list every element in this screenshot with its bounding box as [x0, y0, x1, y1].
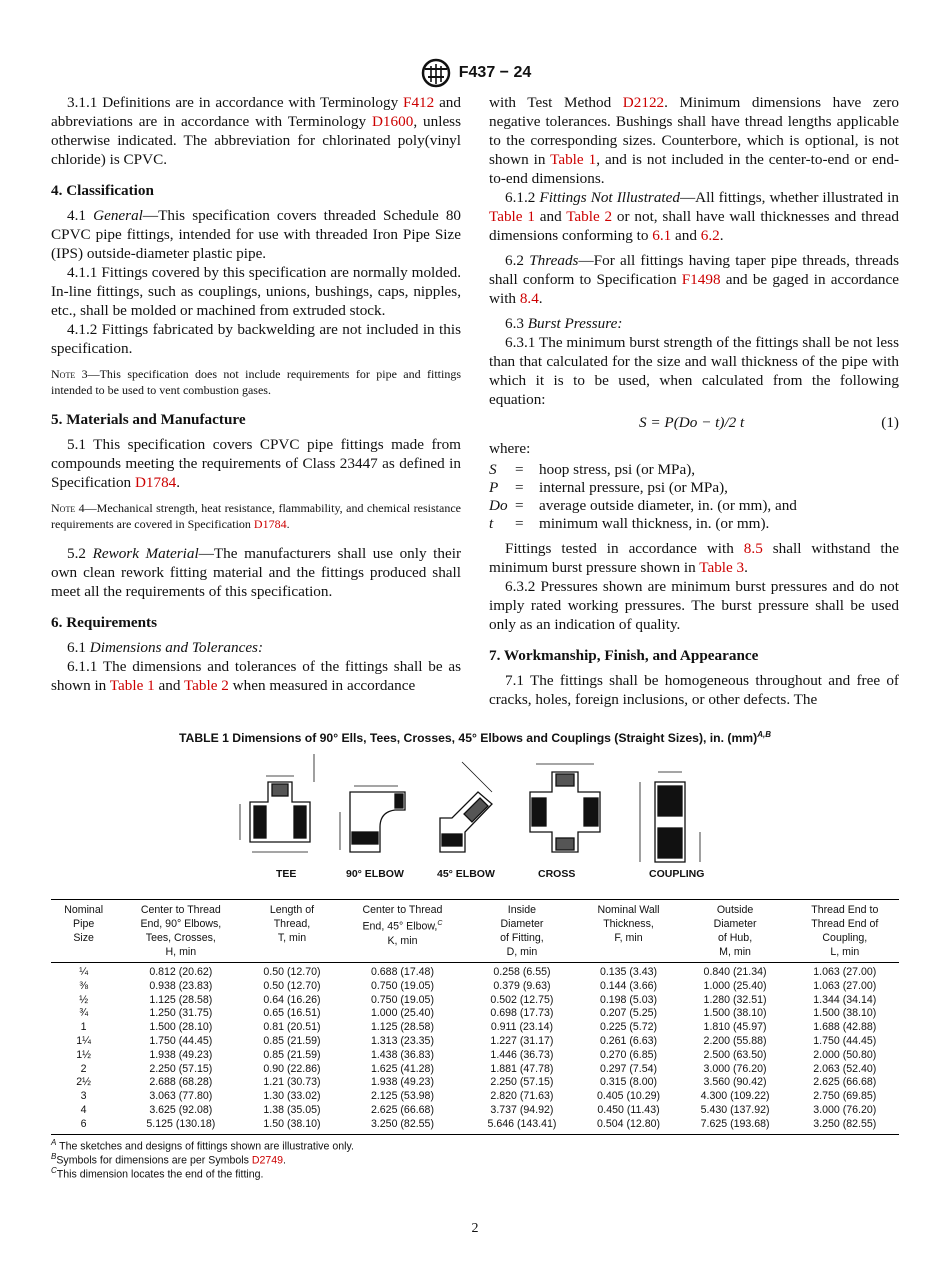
- figure-label-coupling: COUPLING: [649, 868, 705, 880]
- link-8-5[interactable]: 8.5: [743, 540, 763, 557]
- table-cell: 2.000 (50.80): [813, 1048, 877, 1061]
- table-cell: 0.85 (21.59): [263, 1048, 321, 1061]
- table-cell: 2: [80, 1062, 87, 1075]
- tee-sketch: [240, 754, 314, 852]
- table-cell: 1.500 (38.10): [703, 1007, 767, 1020]
- link-table-1c[interactable]: Table 1: [489, 208, 535, 225]
- table-header-row: [51, 900, 899, 963]
- table-row: [51, 1035, 899, 1049]
- left-column: [51, 93, 461, 695]
- table-cell: 4: [80, 1103, 87, 1116]
- note-4: Note 4—Mechanical strength, heat resistance, flammability, and chemical resistance requirements are covered in Specification D1784.: [51, 501, 461, 531]
- table-cell: 3.000 (76.20): [813, 1103, 877, 1116]
- table-cell: 1.625 (41.28): [370, 1062, 434, 1075]
- table-cell: 0.258 (6.55): [493, 966, 551, 978]
- table-cell: 0.81 (20.51): [263, 1021, 321, 1034]
- paragraph-3-1-1: 3.1.1 Definitions are in accordance with Terminology F412 and abbreviations are in accordance with Terminology D1600, unless otherwise indicated. The abbreviation for chlorinated poly(vinyl chloride) is CPVC.: [51, 94, 462, 168]
- table-row: [51, 1118, 899, 1134]
- paragraph-6-1-1: 6.1.1 The dimensions and tolerances of the fittings shall be as shown in Table 1 and Table 2 when measured in accordance: [51, 658, 461, 694]
- table-cell: 0.698 (17.73): [490, 1007, 554, 1020]
- table-row: [51, 980, 899, 994]
- paragraph-6-1-1-cont: with Test Method D2122. Minimum dimensions have zero negative tolerances. Bushings shall have thread lengths applicable to the corresponding sizes. Counterbore, which is optional, is not shown in Table 1, and is not included in the center-to-end or end-to-end dimensions.: [489, 94, 899, 187]
- table-cell: 0.297 (7.54): [599, 1062, 658, 1075]
- table-cell: 3.063 (77.80): [149, 1090, 213, 1103]
- table-cell: 1.30 (33.02): [263, 1090, 321, 1103]
- link-table-1b[interactable]: Table 1: [550, 151, 597, 168]
- paragraph-5-1: 5.1 This specification covers CPVC pipe fittings made from compounds meeting the requirements of Class 23447 as defined in Specification D1784.: [51, 436, 461, 491]
- table-row: [51, 1104, 899, 1118]
- link-d1784[interactable]: D1784: [134, 474, 177, 491]
- page-number: 2: [471, 1221, 479, 1236]
- table-cell: 1: [80, 1021, 87, 1034]
- definition-row: t = minimum wall thickness, in. (or mm).: [489, 515, 770, 532]
- link-d2122[interactable]: D2122: [622, 94, 665, 111]
- table-cell: 5.430 (137.92): [700, 1103, 770, 1116]
- table-cell: 0.315 (8.00): [599, 1076, 658, 1089]
- table-cell: 1.810 (45.97): [703, 1021, 767, 1034]
- footnote-b: $^B$Symbols for dimensions are per Symbols D2749.: [51, 1152, 286, 1167]
- elbow-45-sketch: [440, 762, 492, 852]
- table-cell: 1.125 (28.58): [370, 1021, 434, 1034]
- table-cell: 1.125 (28.58): [149, 993, 213, 1006]
- table-cell: 0.207 (5.25): [599, 1007, 658, 1020]
- table-cell: 2.250 (57.15): [149, 1062, 213, 1075]
- table-cell: 1½: [76, 1048, 91, 1061]
- table-cell: 0.225 (5.72): [599, 1021, 658, 1034]
- coupling-sketch: [640, 772, 700, 862]
- table-row: [51, 994, 899, 1008]
- table-row: [51, 1021, 899, 1035]
- figure-label-elbow-90: 90° ELBOW: [346, 868, 404, 880]
- table-cell: 0.261 (6.63): [599, 1034, 658, 1047]
- table-cell: 3.560 (90.42): [703, 1076, 767, 1089]
- link-table-1[interactable]: Table 1: [109, 677, 155, 694]
- table-cell: 0.270 (6.85): [599, 1048, 658, 1061]
- table-cell: 1.063 (27.00): [813, 979, 877, 992]
- table-cell: 0.688 (17.48): [370, 966, 434, 978]
- col-nominal-size: Nominal Pipe Size: [51, 900, 116, 963]
- page-header: [0, 58, 950, 88]
- paragraph-6-3-1: 6.3.1 The minimum burst strength of the fittings shall be not less than that calculated for the size and wall thickness of the pipe with which it is to be used, when calculated from the following equation:: [489, 334, 899, 408]
- table-cell: 0.504 (12.80): [577, 1118, 679, 1134]
- col-h: Center to Thread End, 90° Elbows, Tees, Crosses, H, min: [116, 900, 245, 963]
- table-cell: 0.750 (19.05): [370, 993, 434, 1006]
- table-cell: 2.820 (71.63): [490, 1090, 554, 1103]
- table-cell: 0.750 (19.05): [370, 979, 434, 992]
- table-cell: 2.625 (66.68): [813, 1076, 877, 1089]
- table-cell: 3.000 (76.20): [703, 1062, 767, 1075]
- table-cell: 0.938 (23.83): [149, 979, 213, 992]
- table-cell: 1.000 (25.40): [370, 1007, 434, 1020]
- right-column: [489, 93, 899, 709]
- dimensions-table: [51, 899, 899, 1135]
- link-6-1[interactable]: 6.1: [652, 227, 672, 244]
- table-cell: 0.50 (12.70): [263, 979, 321, 992]
- col-l: Thread End to Thread End of Coupling, L, min: [791, 900, 899, 963]
- equation-number: (1): [881, 414, 899, 431]
- table-cell: 3.625 (92.08): [149, 1103, 213, 1116]
- figure-label-tee: TEE: [276, 868, 297, 880]
- table-cell: 0.911 (23.14): [490, 1021, 554, 1034]
- equation-1: [489, 409, 899, 439]
- table-cell: 7.625 (193.68): [680, 1118, 791, 1134]
- table-cell: 0.812 (20.62): [149, 966, 213, 978]
- table-row: [51, 1007, 899, 1021]
- table-cell: 2.125 (53.98): [370, 1090, 434, 1103]
- elbow-90-sketch: [340, 786, 405, 852]
- section-6-heading: 6. Requirements: [51, 614, 158, 631]
- link-d1784-note[interactable]: D1784: [253, 517, 287, 531]
- symbol-definitions: [489, 461, 899, 533]
- paragraph-4-1-2: 4.1.2 Fittings fabricated by backwelding are not included in this specification.: [51, 321, 461, 357]
- table-cell: 2.200 (55.88): [703, 1034, 767, 1047]
- definition-row: Do = average outside diameter, in. (or mm), and: [489, 497, 797, 514]
- table-cell: 1.280 (32.51): [703, 993, 767, 1006]
- table-cell: 0.379 (9.63): [493, 979, 551, 992]
- table-cell: 2½: [76, 1076, 91, 1089]
- table-row: [51, 1049, 899, 1063]
- table-row: [51, 1076, 899, 1090]
- table-cell: 1.50 (38.10): [245, 1118, 338, 1134]
- table-cell: 0.144 (3.66): [599, 979, 658, 992]
- col-k: Center to Thread End, 45° Elbow,$^C$ K, min: [339, 900, 467, 963]
- figure-label-cross: CROSS: [538, 868, 576, 880]
- table-cell: 1.438 (36.83): [370, 1048, 434, 1061]
- table-cell: 1.227 (31.17): [490, 1034, 554, 1047]
- table-cell: 1.344 (34.14): [813, 993, 877, 1006]
- table-cell: ¼: [79, 966, 89, 978]
- table-cell: ¾: [79, 1007, 89, 1020]
- paragraph-6-2: 6.2 Threads—For all fittings having taper pipe threads, threads shall conform to Specification F1498 and be gaged in accordance with 8.4.: [489, 252, 900, 307]
- table-cell: 0.840 (21.34): [703, 966, 767, 978]
- table-cell: 1.21 (30.73): [263, 1076, 321, 1089]
- table-row: [51, 963, 899, 980]
- table-cell: 1.446 (36.73): [490, 1048, 554, 1061]
- paragraph-6-1: 6.1 Dimensions and Tolerances:: [67, 639, 264, 656]
- table-cell: 1.938 (49.23): [149, 1048, 213, 1061]
- table-cell: 1¼: [76, 1034, 91, 1047]
- table-cell: 1.063 (27.00): [813, 966, 877, 978]
- table-cell: 1.313 (23.35): [370, 1034, 434, 1047]
- cross-sketch: [530, 764, 600, 852]
- definition-row: S = hoop stress, psi (or MPa),: [489, 461, 696, 478]
- table-cell: 0.65 (16.51): [263, 1007, 321, 1020]
- table-cell: 0.90 (22.86): [263, 1062, 321, 1075]
- figure-label-elbow-45: 45° ELBOW: [437, 868, 495, 880]
- link-8-4[interactable]: 8.4: [519, 290, 539, 307]
- fitting-sketches: [230, 752, 720, 884]
- table-cell: 3.250 (82.55): [339, 1118, 467, 1134]
- footnote-c: $^C$This dimension locates the end of the fitting.: [51, 1166, 264, 1181]
- paragraph-6-3: 6.3 Burst Pressure:: [505, 315, 623, 332]
- table-body: [51, 963, 899, 1135]
- table-cell: 2.500 (63.50): [703, 1048, 767, 1061]
- note-3: Note 3—This specification does not include requirements for pipe and fittings intended to be used to vent combustion gases.: [51, 367, 461, 397]
- table-cell: 6: [51, 1118, 116, 1134]
- table-cell: 1.38 (35.05): [263, 1103, 321, 1116]
- table-cell: 2.625 (66.68): [370, 1103, 434, 1116]
- table-cell: 3: [80, 1090, 87, 1103]
- paragraph-5-2: 5.2 Rework Material—The manufacturers shall use only their own clean rework fitting material and the fittings produced shall meet all the requirements of this specification.: [51, 545, 461, 600]
- section-5-heading: 5. Materials and Manufacture: [51, 411, 246, 428]
- section-4-heading: 4. Classification: [51, 182, 154, 199]
- table-cell: 1.500 (28.10): [149, 1021, 213, 1034]
- table-1-caption: TABLE 1 Dimensions of 90° Ells, Tees, Crosses, 45° Elbows and Couplings (Straight Sizes), in. (mm)$^{A,B}$: [179, 730, 771, 746]
- paragraph-6-1-2: 6.1.2 Fittings Not Illustrated—All fittings, whether illustrated in Table 1 and Table 2 or not, shall have wall thicknesses and thread dimensions conforming to 6.1 and 6.2.: [489, 189, 900, 244]
- link-d1600[interactable]: D1600: [371, 113, 414, 130]
- table-cell: 0.450 (11.43): [597, 1103, 660, 1116]
- paragraph-6-3-2: 6.3.2 Pressures shown are minimum burst pressures and do not imply rated working pressures. The burst pressure shall be used only as an indication of quality.: [489, 578, 899, 633]
- table-cell: 0.502 (12.75): [490, 993, 554, 1006]
- table-cell: ½: [79, 993, 89, 1006]
- table-cell: 5.125 (130.18): [116, 1118, 245, 1134]
- link-f1498[interactable]: F1498: [681, 271, 721, 288]
- link-d2749[interactable]: D2749: [251, 1154, 284, 1167]
- paragraph-6-3-1-cont: Fittings tested in accordance with 8.5 shall withstand the minimum burst pressure shown in Table 3.: [489, 540, 899, 576]
- table-cell: 2.688 (68.28): [149, 1076, 213, 1089]
- link-table-3[interactable]: Table 3: [699, 559, 745, 576]
- table-cell: 5.646 (143.41): [466, 1118, 577, 1134]
- link-table-2[interactable]: Table 2: [183, 677, 229, 694]
- table-cell: 0.135 (3.43): [599, 966, 658, 978]
- table-cell: 1.000 (25.40): [703, 979, 767, 992]
- paragraph-4-1-1: 4.1.1 Fittings covered by this specification are normally molded. In-line fittings, such as couplings, unions, bushings, caps, nipples, etc., shall be molded or machined from extruded stock.: [51, 264, 461, 319]
- table-cell: 2.250 (57.15): [490, 1076, 554, 1089]
- paragraph-4-1: 4.1 General—This specification covers threaded Schedule 80 CPVC pipe fittings, intended for use with threaded Iron Pipe Size (IPS) outside-diameter plastic pipe.: [51, 207, 462, 262]
- table-cell: 0.85 (21.59): [263, 1034, 321, 1047]
- link-table-2b[interactable]: Table 2: [566, 208, 613, 225]
- link-6-2[interactable]: 6.2: [700, 227, 720, 244]
- table-row: [51, 1063, 899, 1077]
- table-cell: 3.737 (94.92): [490, 1103, 554, 1116]
- col-t: Length of Thread, T, min: [245, 900, 338, 963]
- table-cell: 0.50 (12.70): [263, 966, 321, 978]
- table-cell: 2.750 (69.85): [813, 1090, 877, 1103]
- table-cell: 0.64 (16.26): [263, 993, 321, 1006]
- definition-row: P = internal pressure, psi (or MPa),: [489, 479, 728, 496]
- table-cell: 1.881 (47.78): [490, 1062, 554, 1075]
- col-m: Outside Diameter of Hub, M, min: [680, 900, 791, 963]
- paragraph-7-1: 7.1 The fittings shall be homogeneous throughout and free of cracks, holes, foreign inclusions, or other defects. The: [489, 672, 899, 708]
- where-label: where:: [489, 440, 531, 457]
- table-cell: 3.250 (82.55): [791, 1118, 899, 1134]
- col-d: Inside Diameter of Fitting, D, min: [466, 900, 577, 963]
- table-cell: 1.938 (49.23): [370, 1076, 434, 1089]
- table-cell: 2.063 (52.40): [813, 1062, 877, 1075]
- table-cell: 1.750 (44.45): [813, 1034, 877, 1047]
- col-f: Nominal Wall Thickness, F, min: [577, 900, 679, 963]
- link-f412[interactable]: F412: [403, 94, 435, 111]
- footnote-a: $^A$ The sketches and designs of fittings shown are illustrative only.: [51, 1138, 354, 1153]
- table-cell: 1.688 (42.88): [813, 1021, 877, 1034]
- table-cell: 0.405 (10.29): [596, 1090, 661, 1103]
- equation-text: S = P(Do − t)/2 t: [639, 414, 745, 431]
- standard-designation: F437 − 24: [458, 64, 532, 81]
- table-cell: 0.198 (5.03): [599, 993, 658, 1006]
- table-cell: 1.250 (31.75): [149, 1007, 213, 1020]
- table-cell: 1.750 (44.45): [149, 1034, 213, 1047]
- table-cell: 4.300 (109.22): [700, 1090, 770, 1103]
- table-cell: ⅜: [79, 979, 89, 992]
- astm-logo-icon: [419, 58, 453, 88]
- table-cell: 1.500 (38.10): [813, 1007, 877, 1020]
- table-row: [51, 1090, 899, 1104]
- section-7-heading: 7. Workmanship, Finish, and Appearance: [489, 647, 759, 664]
